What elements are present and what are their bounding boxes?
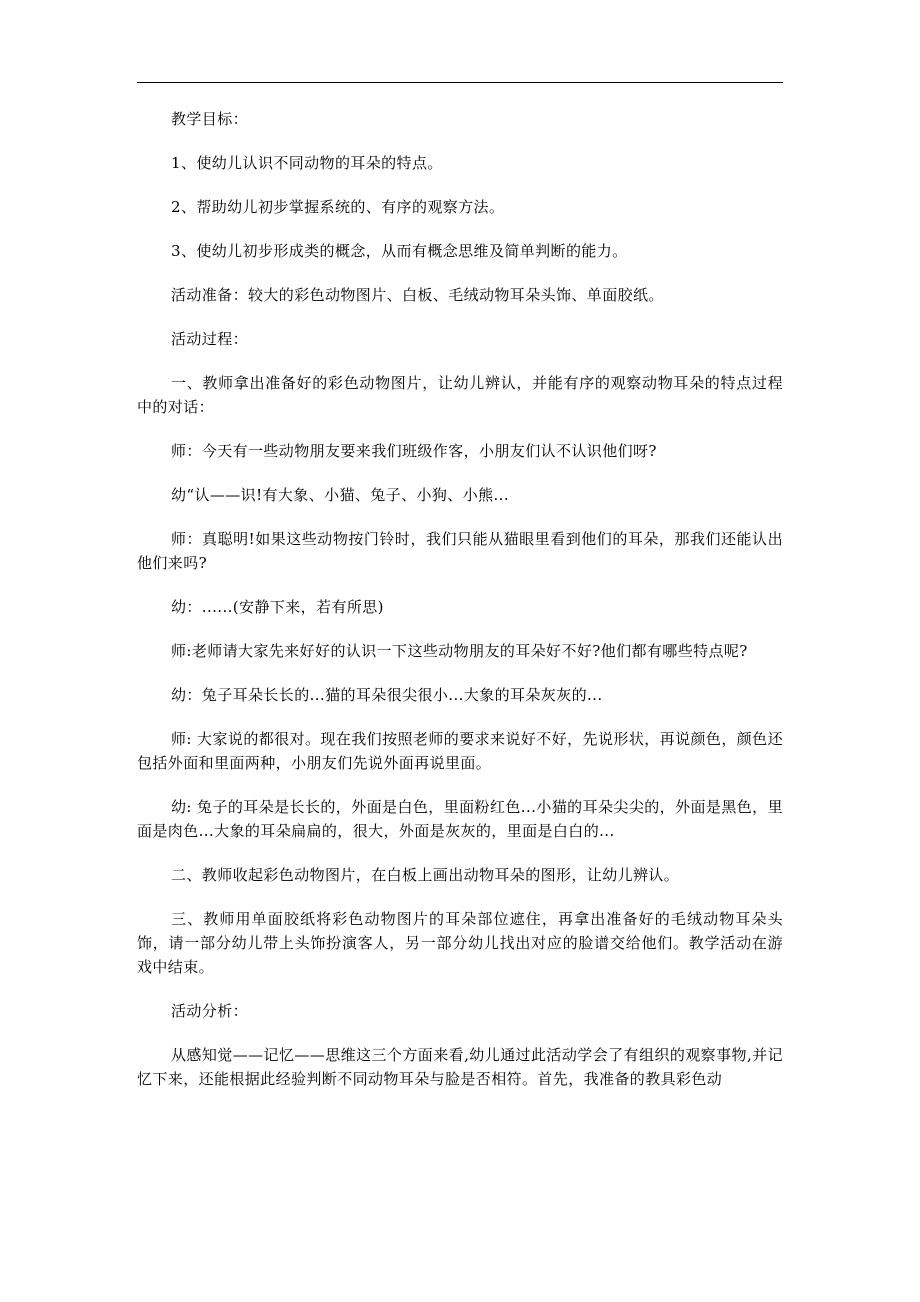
dialogue-line: 师: 大家说的都很对。现在我们按照老师的要求来说好不好，先说形状，再说颜色，颜色还包括外面和里面两种，小朋友们先说外面再说里面。	[137, 730, 783, 772]
dialogue-line: 师：真聪明!如果这些动物按门铃时，我们只能从猫眼里看到他们的耳朵，那我们还能认出他们来吗?	[137, 530, 783, 572]
dialogue-line: 幼: 兔子的耳朵是长长的，外面是白色，里面粉红色...小猫的耳朵尖尖的，外面是黑色，里面是肉色...大象的耳朵扁扁的，很大，外面是灰灰的，里面是白白的...	[137, 798, 783, 840]
header-rule	[137, 82, 783, 83]
analysis-paragraph: 从感知觉——记忆——思维这三个方面来看,幼儿通过此活动学会了有组织的观察事物,并记忆下来，还能根据此经验判断不同动物耳朵与脸是否相符。首先，我准备的教具彩色动	[137, 1046, 783, 1088]
preparation-paragraph: 活动准备：较大的彩色动物图片、白板、毛绒动物耳朵头饰、单面胶纸。	[171, 286, 664, 304]
dialogue-line: 幼：......(安静下来，若有所思)	[171, 598, 384, 616]
process-step-3: 三、教师用单面胶纸将彩色动物图片的耳朵部位遮住，再拿出准备好的毛绒动物耳朵头饰，请一部分幼儿带上头饰扮演客人，另一部分幼儿找出对应的脸谱交给他们。教学活动在游戏中结束。	[137, 910, 783, 976]
goal-item-3: 3、使幼儿初步形成类的概念，从而有概念思维及简单判断的能力。	[171, 242, 628, 260]
section-heading-analysis: 活动分析：	[171, 1002, 249, 1020]
process-step-2: 二、教师收起彩色动物图片，在白板上画出动物耳朵的图形，让幼儿辨认。	[171, 866, 680, 884]
section-heading-process: 活动过程：	[171, 330, 249, 348]
section-heading-goals: 教学目标：	[171, 110, 249, 128]
process-step-1: 一、教师拿出准备好的彩色动物图片，让幼儿辨认，并能有序的观察动物耳朵的特点过程中的对话：	[137, 374, 783, 416]
goal-item-2: 2、帮助幼儿初步掌握系统的、有序的观察方法。	[171, 198, 505, 216]
dialogue-line: 幼“认——识!有大象、小猫、兔子、小狗、小熊...	[171, 486, 510, 504]
dialogue-line: 师:老师请大家先来好好的认识一下这些动物朋友的耳朵好不好?他们都有哪些特点呢?	[171, 642, 748, 660]
goal-item-1: 1、使幼儿认识不同动物的耳朵的特点。	[171, 154, 443, 172]
document-body	[137, 107, 783, 1111]
dialogue-line: 师：今天有一些动物朋友要来我们班级作客，小朋友们认不认识他们呀?	[171, 442, 657, 460]
dialogue-line: 幼：兔子耳朵长长的...猫的耳朵很尖很小...大象的耳朵灰灰的...	[171, 686, 603, 704]
